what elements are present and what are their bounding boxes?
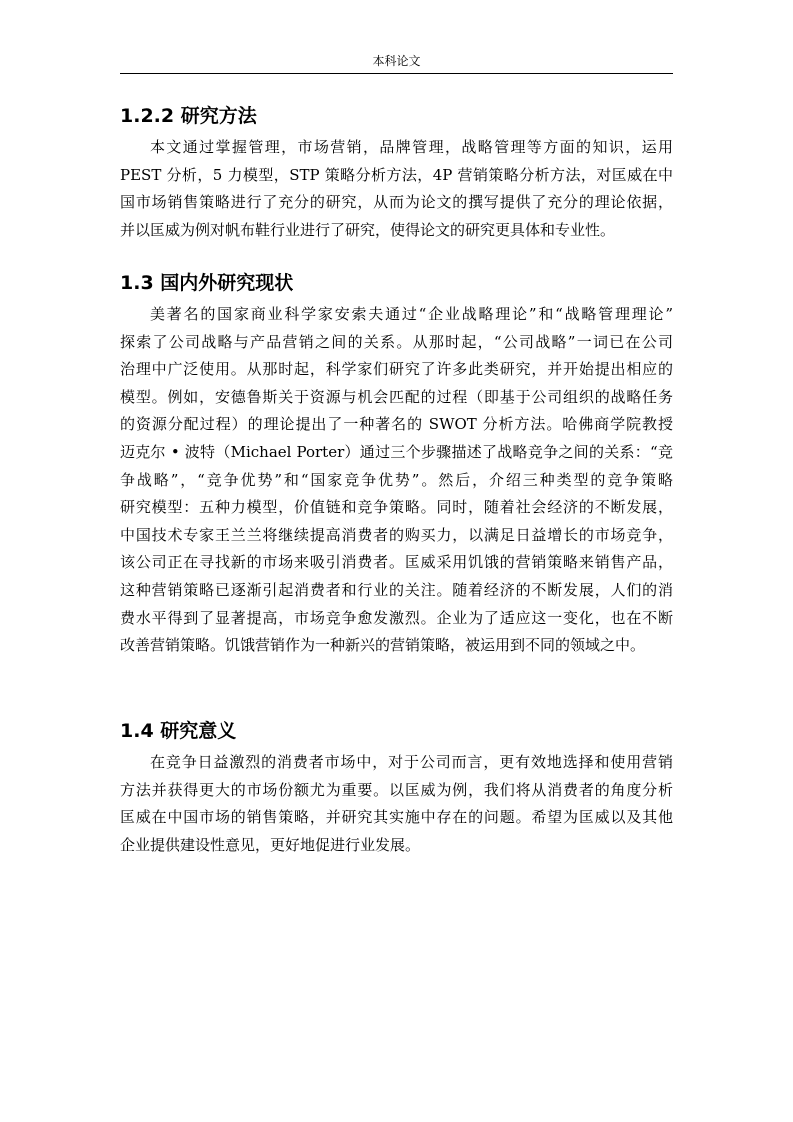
text-line: 中国技术专家王兰兰将继续提高消费者的购买力，以满足日益增长的市场竞争， <box>120 525 673 544</box>
section-research-method <box>120 104 673 244</box>
text-line: 在竞争日益激烈的消费者市场中，对于公司而言，更有效地选择和使用营销 <box>150 753 673 771</box>
text-line: 争战略”，“竞争优势”和“国家竞争优势”。然后，介绍三种类型的竞争策略 <box>120 470 673 489</box>
section-heading: 1.2.2 研究方法 <box>120 105 257 127</box>
text-line: PEST 分析，5 力模型，STP 策略分析方法，4P 营销策略分析方法，对匡威在中 <box>120 165 673 184</box>
text-line: 方法并获得更大的市场份额尤为重要。以匡威为例，我们将从消费者的角度分析 <box>120 780 673 799</box>
header-title: 本科论文 <box>372 54 421 68</box>
text-line: 并以匡威为例对帆布鞋行业进行了研究，使得论文的研究更具体和专业性。 <box>120 220 616 239</box>
text-line: 这种营销策略已逐渐引起消费者和行业的关注。随着经济的不断发展，人们的消 <box>120 580 673 599</box>
section-research-status <box>120 271 673 660</box>
text-line: 的资源分配过程）的理论提出了一种著名的 SWOT 分析方法。哈佛商学院教授 <box>120 415 673 434</box>
text-line: 治理中广泛使用。从那时起，科学家们研究了许多此类研究，并开始提出相应的 <box>120 360 673 379</box>
text-line: 探索了公司战略与产品营销之间的关系。从那时起，“公司战略”一词已在公司 <box>120 332 673 351</box>
section-heading: 1.3 国内外研究现状 <box>120 272 294 294</box>
text-line: 改善营销策略。饥饿营销作为一种新兴的营销策略，被运用到不同的领域之中。 <box>120 636 646 655</box>
text-line: 国市场销售策略进行了充分的研究，从而为论文的撰写提供了充分的理论依据， <box>120 193 673 212</box>
paragraph <box>120 749 673 859</box>
text-line: 该公司正在寻找新的市场来吸引消费者。匡威采用饥饿的营销策略来销售产品， <box>120 553 673 572</box>
text-line: 美著名的国家商业科学家安索夫通过“企业战略理论”和“战略管理理论” <box>150 305 673 323</box>
paragraph <box>120 301 673 660</box>
text-line: 费水平得到了显著提高，市场竞争愈发激烈。企业为了适应这一变化，也在不断 <box>120 608 673 627</box>
text-line: 迈克尔 • 波特（Michael Porter）通过三个步骤描述了战略竞争之间的关系：“竞 <box>120 442 673 461</box>
section-heading: 1.4 研究意义 <box>120 720 237 742</box>
text-line: 匡威在中国市场的销售策略，并研究其实施中存在的问题。希望为匡威以及其他 <box>120 808 673 827</box>
text-line: 本文通过掌握管理，市场营销，品牌管理，战略管理等方面的知识，运用 <box>150 138 673 156</box>
text-line: 模型。例如，安德鲁斯关于资源与机会匹配的过程（即基于公司组织的战略任务 <box>120 387 673 406</box>
text-line: 研究模型：五种力模型，价值链和竞争策略。同时，随着社会经济的不断发展， <box>120 498 673 517</box>
paragraph <box>120 134 673 244</box>
page-header <box>120 53 673 74</box>
text-line: 企业提供建设性意见，更好地促进行业发展。 <box>120 835 421 854</box>
section-research-significance <box>120 719 673 859</box>
